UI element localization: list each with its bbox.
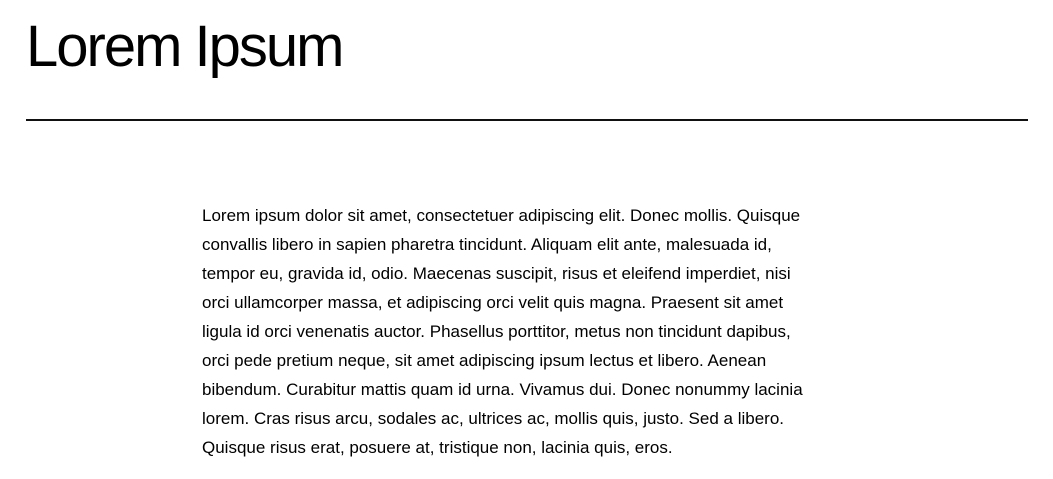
paragraph-line: orci pede pretium neque, sit amet adipiscing ipsum lectus et libero. Aenean — [202, 351, 767, 370]
paragraph-line: convallis libero in sapien pharetra tincidunt. Aliquam elit ante, malesuada id, — [202, 235, 772, 254]
paragraph-line: Lorem ipsum dolor sit amet, consectetuer adipiscing elit. Donec mollis. Quisque — [202, 206, 801, 225]
paragraph-line: bibendum. Curabitur mattis quam id urna. Vivamus dui. Donec nonummy lacinia — [202, 380, 803, 399]
page-title: Lorem Ipsum — [26, 14, 343, 79]
paragraph-line: ligula id orci venenatis auctor. Phasellus porttitor, metus non tincidunt dapibus, — [202, 322, 791, 341]
body-paragraph — [202, 201, 852, 462]
header-divider — [26, 119, 1028, 121]
paragraph-line: orci ullamcorper massa, et adipiscing orci velit quis magna. Praesent sit amet — [202, 293, 784, 312]
page-header — [26, 0, 1028, 79]
paragraph-line: lorem. Cras risus arcu, sodales ac, ultrices ac, mollis quis, justo. Sed a libero. — [202, 409, 785, 428]
paragraph-line: tempor eu, gravida id, odio. Maecenas suscipit, risus et eleifend imperdiet, nisi — [202, 264, 791, 283]
paragraph-line: Quisque risus erat, posuere at, tristique non, lacinia quis, eros. — [202, 438, 673, 457]
